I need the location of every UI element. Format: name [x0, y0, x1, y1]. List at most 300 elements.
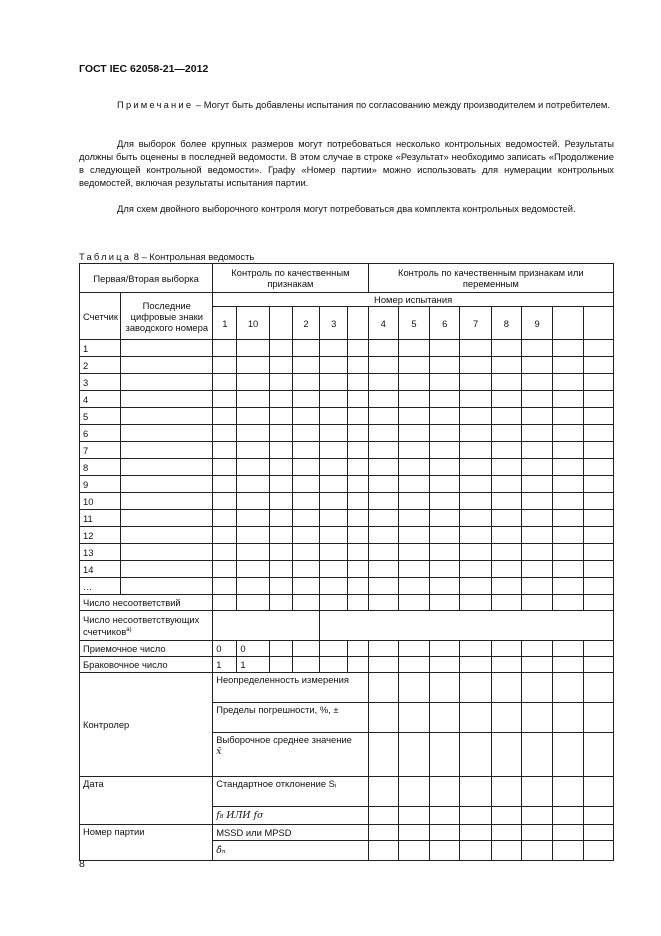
data-cell — [521, 357, 552, 374]
counter-header: Счетчик — [80, 293, 121, 340]
data-cell — [213, 425, 237, 442]
data-cell — [398, 561, 429, 578]
data-cell — [398, 442, 429, 459]
data-cell — [583, 493, 613, 510]
data-cell — [320, 476, 348, 493]
data-cell — [398, 374, 429, 391]
date-label: Дата — [80, 777, 213, 825]
data-cell — [491, 408, 521, 425]
data-cell — [521, 391, 552, 408]
data-cell — [521, 510, 552, 527]
test-number-cell: 10 — [237, 307, 269, 340]
data-cell — [368, 357, 398, 374]
data-cell — [491, 374, 521, 391]
data-cell — [430, 527, 460, 544]
data-cell — [460, 561, 491, 578]
data-cell — [269, 493, 292, 510]
table-row — [80, 374, 614, 391]
data-cell — [237, 561, 269, 578]
data-cell — [521, 459, 552, 476]
data-cell — [398, 459, 429, 476]
data-cell — [269, 357, 292, 374]
test-number-cell: 1 — [213, 307, 237, 340]
data-cell — [398, 527, 429, 544]
data-cell — [460, 527, 491, 544]
nonconf-counters-label: Число несоответствующих счетчиков$^{a)}$ — [80, 611, 213, 641]
data-cell — [553, 510, 583, 527]
data-cell — [237, 510, 269, 527]
row-number: 5 — [80, 408, 121, 425]
control-sheet-table — [79, 263, 614, 861]
data-cell — [213, 374, 237, 391]
data-cell — [213, 459, 237, 476]
data-cell — [368, 510, 398, 527]
data-cell — [269, 340, 292, 357]
data-cell — [460, 578, 491, 595]
data-cell — [320, 510, 348, 527]
table-row — [80, 493, 614, 510]
uncertainty-label: Неопределенность измерения — [213, 673, 368, 703]
data-cell — [368, 493, 398, 510]
data-cell — [237, 408, 269, 425]
data-cell — [583, 391, 613, 408]
data-cell — [213, 357, 237, 374]
data-cell — [398, 476, 429, 493]
data-cell — [430, 408, 460, 425]
test-number-header: Номер испытания — [213, 293, 614, 307]
row-number: 12 — [80, 527, 121, 544]
reject-value: 1 — [213, 657, 237, 673]
data-cell — [430, 544, 460, 561]
data-cell — [269, 391, 292, 408]
data-cell — [491, 510, 521, 527]
data-cell — [583, 578, 613, 595]
data-cell — [553, 357, 583, 374]
data-cell — [213, 442, 237, 459]
data-cell — [320, 544, 348, 561]
data-cell — [398, 578, 429, 595]
data-cell — [430, 357, 460, 374]
data-cell — [320, 578, 348, 595]
data-cell — [320, 561, 348, 578]
nonconformities-row — [80, 595, 614, 611]
caption-label: Таблица — [79, 251, 132, 262]
sample-header: Первая/Вторая выборка — [80, 264, 213, 293]
data-cell — [348, 544, 368, 561]
table-row — [80, 425, 614, 442]
data-cell — [292, 459, 319, 476]
data-cell — [460, 391, 491, 408]
data-cell — [269, 374, 292, 391]
data-cell — [121, 408, 213, 425]
data-cell — [348, 408, 368, 425]
data-cell — [320, 374, 348, 391]
data-cell — [121, 578, 213, 595]
data-cell — [430, 459, 460, 476]
document-header: ГОСТ IEC 62058-21—2012 — [79, 63, 209, 75]
table-row — [80, 357, 614, 374]
data-cell — [121, 476, 213, 493]
data-cell — [269, 510, 292, 527]
data-cell — [348, 578, 368, 595]
data-cell — [292, 578, 319, 595]
data-cell — [491, 578, 521, 595]
data-cell — [460, 425, 491, 442]
data-cell — [398, 425, 429, 442]
qual-var-header: Контроль по качественным признакам или переменным — [368, 264, 613, 293]
data-cell — [491, 527, 521, 544]
data-cell — [521, 340, 552, 357]
data-cell — [368, 425, 398, 442]
data-cell — [368, 408, 398, 425]
data-cell — [460, 442, 491, 459]
data-cell — [583, 544, 613, 561]
data-cell — [553, 527, 583, 544]
data-cell — [213, 578, 237, 595]
data-cell — [320, 442, 348, 459]
data-cell — [348, 442, 368, 459]
test-number-cell: 4 — [368, 307, 398, 340]
data-cell — [348, 459, 368, 476]
data-cell — [553, 578, 583, 595]
data-cell — [368, 340, 398, 357]
data-cell — [237, 442, 269, 459]
data-cell — [398, 391, 429, 408]
data-cell — [521, 374, 552, 391]
caption-text: 8 – Контрольная ведомость — [131, 251, 255, 262]
data-cell — [430, 476, 460, 493]
controller-label: Контролер — [80, 673, 213, 777]
table-row — [80, 510, 614, 527]
reject-label: Браковочное число — [80, 657, 213, 673]
row-number: 13 — [80, 544, 121, 561]
table-row — [80, 476, 614, 493]
data-cell — [491, 459, 521, 476]
nonconf-label: Число несоответствий — [80, 595, 213, 611]
data-cell — [121, 493, 213, 510]
row-number: 14 — [80, 561, 121, 578]
data-cell — [292, 476, 319, 493]
paragraph-2: Для схем двойного выборочного контроля могут потребоваться два комплекта контрольных ведомостей. — [117, 203, 576, 214]
accept-label: Приемочное число — [80, 641, 213, 657]
data-cell — [121, 527, 213, 544]
data-cell — [491, 357, 521, 374]
data-cell — [292, 391, 319, 408]
row-number: 3 — [80, 374, 121, 391]
row-number: 4 — [80, 391, 121, 408]
data-cell — [269, 408, 292, 425]
data-cell — [348, 561, 368, 578]
row-number: 8 — [80, 459, 121, 476]
data-cell — [521, 544, 552, 561]
data-cell — [213, 493, 237, 510]
data-cell — [292, 561, 319, 578]
data-rows — [80, 340, 614, 595]
data-cell — [121, 391, 213, 408]
table-row — [80, 459, 614, 476]
last-symbol: δ̂ₙ — [213, 841, 368, 861]
row-number: 6 — [80, 425, 121, 442]
sample-mean-cell: Выборочное среднее значение x̄ — [213, 733, 368, 777]
f-symbol-label: f₈ ИЛИ fσ — [213, 807, 368, 825]
digits-header: Последние цифровые знаки заводского номера — [121, 293, 213, 340]
data-cell — [521, 578, 552, 595]
data-cell — [491, 391, 521, 408]
test-number-cell — [583, 307, 613, 340]
data-cell — [521, 527, 552, 544]
data-cell — [553, 408, 583, 425]
data-cell — [213, 510, 237, 527]
data-cell — [292, 357, 319, 374]
data-cell — [553, 493, 583, 510]
data-cell — [583, 374, 613, 391]
row-number: 11 — [80, 510, 121, 527]
data-cell — [430, 493, 460, 510]
test-number-cell — [553, 307, 583, 340]
data-cell — [521, 476, 552, 493]
data-cell — [213, 340, 237, 357]
data-cell — [460, 374, 491, 391]
data-cell — [121, 561, 213, 578]
accept-row — [80, 641, 614, 657]
data-cell — [237, 374, 269, 391]
data-cell — [320, 527, 348, 544]
test-number-cell: 6 — [430, 307, 460, 340]
data-cell — [368, 442, 398, 459]
data-cell — [398, 510, 429, 527]
data-cell — [491, 442, 521, 459]
data-cell — [583, 459, 613, 476]
data-cell — [460, 459, 491, 476]
note-label: Примечание — [117, 99, 194, 110]
data-cell — [368, 391, 398, 408]
data-cell — [269, 544, 292, 561]
data-cell — [583, 476, 613, 493]
reject-value: 1 — [237, 657, 269, 673]
data-cell — [430, 442, 460, 459]
data-cell — [583, 408, 613, 425]
table-caption — [79, 251, 254, 262]
data-cell — [121, 544, 213, 561]
data-cell — [348, 493, 368, 510]
data-cell — [521, 442, 552, 459]
data-cell — [553, 544, 583, 561]
note-paragraph — [79, 98, 614, 111]
table-row — [80, 408, 614, 425]
data-cell — [121, 340, 213, 357]
data-cell — [292, 493, 319, 510]
data-cell — [237, 544, 269, 561]
note-text: – Могут быть добавлены испытания по согласованию между производителем и потребителем. — [193, 99, 610, 110]
data-cell — [320, 408, 348, 425]
data-cell — [460, 340, 491, 357]
data-cell — [320, 493, 348, 510]
data-cell — [553, 459, 583, 476]
data-cell — [430, 561, 460, 578]
data-cell — [213, 476, 237, 493]
qual-header: Контроль по качественным признакам — [213, 264, 368, 293]
data-cell — [368, 459, 398, 476]
data-cell — [368, 561, 398, 578]
mssd-label: MSSD или MPSD — [213, 825, 368, 841]
data-cell — [583, 561, 613, 578]
data-cell — [121, 374, 213, 391]
data-cell — [348, 357, 368, 374]
paragraph-1: Для выборок более крупных размеров могут потребоваться несколько контрольных ведомостей. Результаты должны быть оценены в последней ведомости. В этом случае в строке «Результат» необходимо записать «Продолжение в следующей контрольной ведомости». Графу «Номер партии» можно использовать для нумерации контрольных ведомостей, включая результаты испытания партии. — [79, 138, 614, 188]
data-cell — [398, 493, 429, 510]
test-number-cell: 9 — [521, 307, 552, 340]
data-cell — [398, 544, 429, 561]
data-cell — [121, 510, 213, 527]
data-cell — [553, 476, 583, 493]
row-number: 1 — [80, 340, 121, 357]
data-cell — [292, 425, 319, 442]
data-cell — [348, 340, 368, 357]
std-dev-label: Стандартное отклонение Sᵢ — [213, 777, 368, 807]
test-number-cell — [348, 307, 368, 340]
data-cell — [491, 476, 521, 493]
data-cell — [491, 561, 521, 578]
data-cell — [583, 425, 613, 442]
data-cell — [292, 527, 319, 544]
data-cell — [368, 374, 398, 391]
batch-label: Номер партии — [80, 825, 213, 861]
table-row — [80, 442, 614, 459]
data-cell — [368, 578, 398, 595]
data-cell — [348, 527, 368, 544]
data-cell — [460, 510, 491, 527]
data-cell — [553, 374, 583, 391]
table-row — [80, 561, 614, 578]
data-cell — [269, 476, 292, 493]
data-cell — [491, 544, 521, 561]
row-number: … — [80, 578, 121, 595]
data-cell — [348, 476, 368, 493]
data-cell — [430, 425, 460, 442]
data-cell — [292, 374, 319, 391]
data-cell — [320, 391, 348, 408]
data-cell — [269, 425, 292, 442]
data-cell — [269, 561, 292, 578]
data-cell — [398, 408, 429, 425]
test-number-cell: 8 — [491, 307, 521, 340]
data-cell — [368, 544, 398, 561]
error-limits-label: Пределы погрешности, %, ± — [213, 703, 368, 733]
data-cell — [398, 357, 429, 374]
data-cell — [213, 527, 237, 544]
data-cell — [237, 459, 269, 476]
data-cell — [237, 425, 269, 442]
row-number: 7 — [80, 442, 121, 459]
data-cell — [491, 493, 521, 510]
data-cell — [213, 408, 237, 425]
data-cell — [269, 527, 292, 544]
test-number-cell — [269, 307, 292, 340]
test-number-cell: 7 — [460, 307, 491, 340]
data-cell — [348, 374, 368, 391]
data-cell — [237, 578, 269, 595]
data-cell — [460, 357, 491, 374]
data-cell — [237, 340, 269, 357]
data-cell — [121, 357, 213, 374]
data-cell — [237, 391, 269, 408]
data-cell — [269, 459, 292, 476]
test-number-cell: 2 — [292, 307, 319, 340]
data-cell — [121, 425, 213, 442]
data-cell — [398, 340, 429, 357]
page-number: 8 — [79, 858, 85, 870]
reject-row — [80, 657, 614, 673]
data-cell — [521, 425, 552, 442]
data-cell — [553, 340, 583, 357]
data-cell — [348, 425, 368, 442]
data-cell — [213, 561, 237, 578]
table-row — [80, 527, 614, 544]
data-cell — [491, 340, 521, 357]
accept-value: 0 — [237, 641, 269, 657]
data-cell — [460, 476, 491, 493]
data-cell — [583, 357, 613, 374]
data-cell — [292, 408, 319, 425]
data-cell — [368, 476, 398, 493]
table-row — [80, 544, 614, 561]
data-cell — [460, 493, 491, 510]
data-cell — [237, 476, 269, 493]
data-cell — [583, 510, 613, 527]
row-number: 10 — [80, 493, 121, 510]
data-cell — [213, 544, 237, 561]
data-cell — [368, 527, 398, 544]
data-cell — [213, 391, 237, 408]
test-number-cell: 5 — [398, 307, 429, 340]
table-row — [80, 578, 614, 595]
data-cell — [292, 340, 319, 357]
test-number-cell: 3 — [320, 307, 348, 340]
row-number: 9 — [80, 476, 121, 493]
data-cell — [430, 374, 460, 391]
data-cell — [292, 510, 319, 527]
data-cell — [292, 442, 319, 459]
table-row — [80, 340, 614, 357]
accept-value: 0 — [213, 641, 237, 657]
data-cell — [553, 561, 583, 578]
data-cell — [553, 391, 583, 408]
table-row — [80, 391, 614, 408]
data-cell — [348, 510, 368, 527]
data-cell — [269, 578, 292, 595]
data-cell — [121, 442, 213, 459]
data-cell — [583, 442, 613, 459]
data-cell — [521, 561, 552, 578]
data-cell — [460, 544, 491, 561]
data-cell — [320, 357, 348, 374]
data-cell — [348, 391, 368, 408]
data-cell — [430, 578, 460, 595]
nonconf-counters-row — [80, 611, 614, 641]
data-cell — [521, 408, 552, 425]
data-cell — [460, 408, 491, 425]
data-cell — [583, 527, 613, 544]
data-cell — [320, 459, 348, 476]
data-cell — [320, 340, 348, 357]
data-cell — [121, 459, 213, 476]
data-cell — [320, 425, 348, 442]
data-cell — [269, 442, 292, 459]
data-cell — [292, 544, 319, 561]
data-cell — [237, 357, 269, 374]
data-cell — [583, 340, 613, 357]
data-cell — [521, 493, 552, 510]
